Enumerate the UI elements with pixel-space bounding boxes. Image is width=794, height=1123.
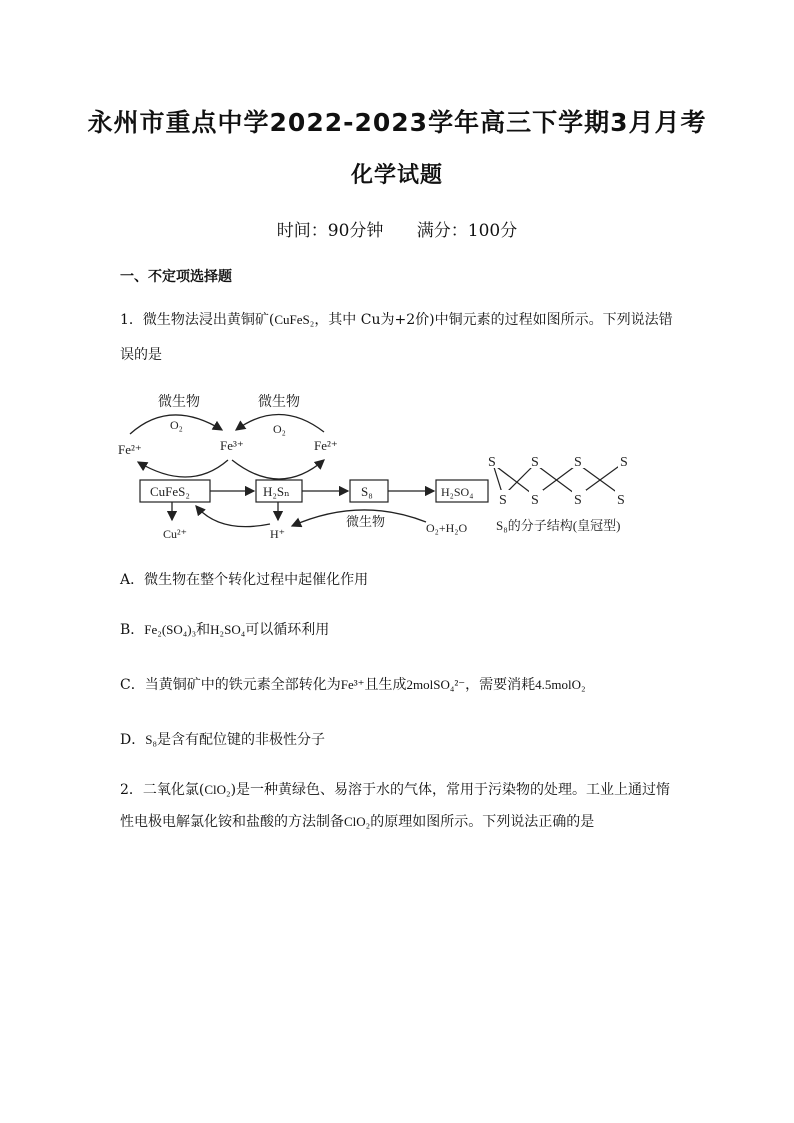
b-formula-2: H₂SO₄: [210, 622, 246, 637]
c-mid2: ，需要消耗: [465, 677, 536, 693]
fe2-label-left: Fe²⁺: [118, 442, 142, 457]
s8-structure: [493, 464, 622, 496]
svg-text:S: S: [531, 493, 539, 508]
svg-text:S: S: [620, 455, 628, 470]
box-cufes2-label: CuFeS₂: [150, 484, 190, 499]
b-prefix: B．: [120, 622, 145, 638]
microbe-label-2: 微生物: [258, 395, 300, 410]
svg-text:S: S: [488, 455, 496, 470]
arc-fe3-to-fe2-right-bottom: [232, 460, 324, 479]
c-prefix: C．当黄铜矿中的铁元素全部转化为: [120, 677, 341, 693]
microbe-label-3: 微生物: [346, 514, 386, 529]
b-mid: 和: [196, 622, 211, 638]
c-formula-1: Fe³⁺: [340, 677, 365, 692]
q1-line2: 误的是: [120, 347, 162, 363]
c-formula-3: 4.5molO₂: [535, 677, 586, 692]
d-formula: S₈: [145, 732, 157, 747]
b-suffix: 可以循环利用: [245, 622, 330, 638]
q1-diagram: [110, 388, 650, 550]
section-heading: 一、不定项选择题: [120, 269, 232, 285]
q2-line2: [120, 812, 594, 832]
q2-formula-clo2: ClO₂: [204, 782, 231, 797]
c-formula-2: 2molSO₄²⁻: [406, 677, 466, 692]
q1-text-a: 1．微生物法浸出黄铜矿(: [120, 312, 275, 328]
s8-atoms: [486, 452, 632, 508]
time-label: 时间：90分钟: [276, 221, 384, 241]
q1-formula-cufes2: CuFeS₂: [274, 312, 315, 327]
o2-h2o-label: O₂+H₂O: [426, 521, 468, 535]
q1-option-b: [120, 620, 329, 640]
fe3-label: Fe³⁺: [220, 438, 244, 453]
q2-line1: [120, 780, 670, 800]
q2-text-d: 的原理如图所示。下列说法正确的是: [370, 814, 595, 830]
q2-text-b: )是一种黄绿色、易溶于水的气体，常用于污染物的处理。工业上通过惰: [230, 782, 671, 798]
svg-text:S: S: [574, 455, 582, 470]
q1-line1: [120, 310, 673, 330]
svg-text:S: S: [499, 493, 507, 508]
box-s8-label: S₈: [361, 484, 373, 499]
c-mid: 且生成: [364, 677, 407, 693]
fe2-label-right: Fe²⁺: [314, 438, 338, 453]
page-title: 永州市重点中学2022-2023学年高三下学期3月月考: [87, 108, 707, 137]
svg-text:S: S: [531, 455, 539, 470]
o2-label-2: O₂: [273, 422, 286, 436]
page-subtitle: 化学试题: [350, 163, 443, 188]
box-h2so4-label: H₂SO₄: [441, 485, 474, 499]
q1-option-c: [120, 675, 586, 695]
arc-fe3-to-fe2-bottom: [138, 460, 228, 477]
q2-text-c: 性电极电解氯化铵和盐酸的方法制备: [120, 814, 344, 830]
svg-text:S: S: [574, 493, 582, 508]
score-label: 满分：100分: [416, 221, 518, 241]
h-plus-label: H⁺: [270, 527, 285, 541]
o2-label-1: O₂: [170, 418, 183, 432]
d-suffix: 是含有配位键的非极性分子: [157, 732, 325, 748]
d-prefix: D．: [120, 732, 146, 748]
microbe-label-1: 微生物: [158, 395, 200, 410]
box-h2sn-label: H₂Sₙ: [263, 484, 290, 499]
arrow-h-to-cufes2: [196, 506, 270, 527]
q1-option-d: [120, 730, 325, 750]
q2-formula-clo2-2: ClO₂: [344, 814, 371, 829]
q1-option-a: A．微生物在整个转化过程中起催化作用: [120, 572, 369, 588]
exam-info: [0, 216, 794, 241]
q2-text-a: 2．二氧化氯(: [120, 782, 205, 798]
cu2-label: Cu²⁺: [163, 527, 187, 541]
q1-text-b: ，其中 Cu为+2价)中铜元素的过程如图所示。下列说法错: [314, 312, 673, 328]
s8-caption: S₈的分子结构(皇冠型): [496, 518, 621, 533]
svg-text:S: S: [617, 493, 625, 508]
b-formula-1: Fe₂(SO₄)₃: [144, 622, 197, 637]
